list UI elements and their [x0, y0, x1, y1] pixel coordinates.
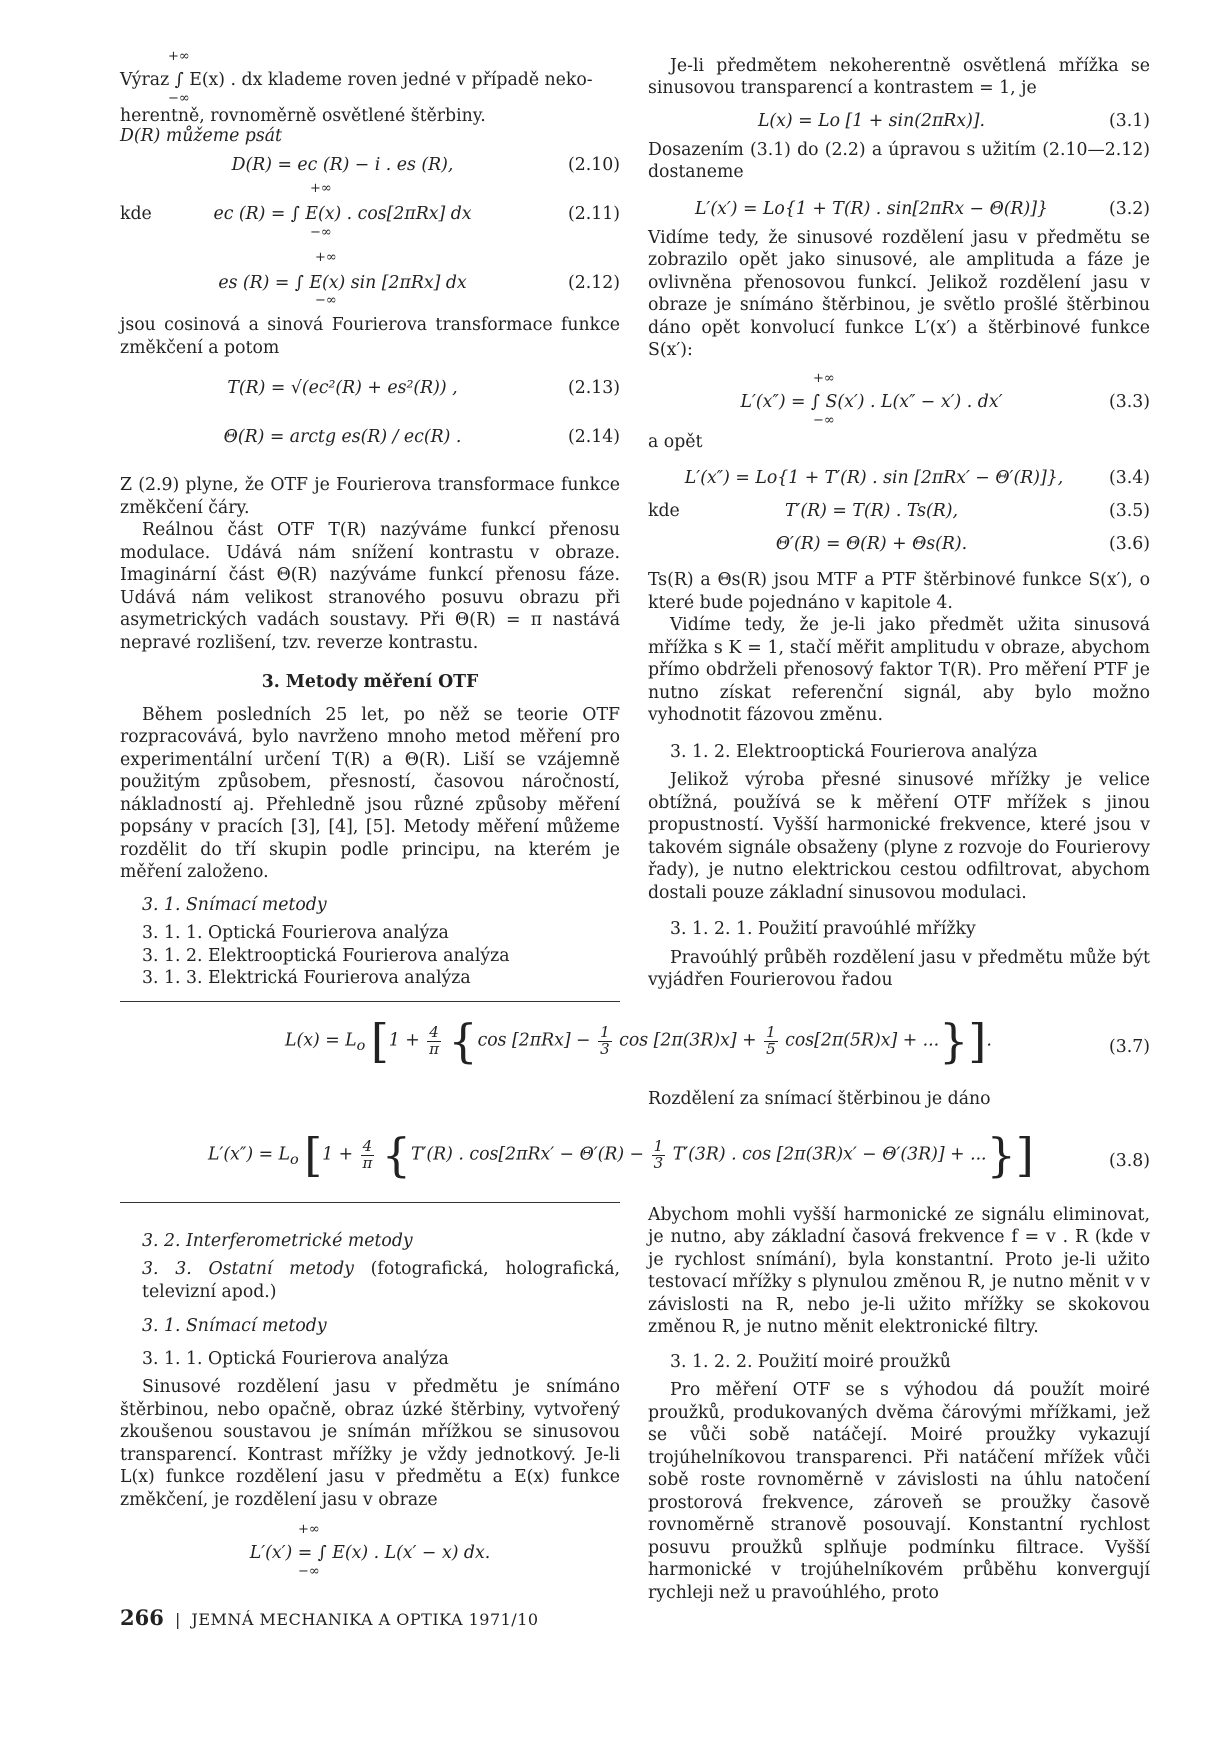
section-heading-3: 3. Metody měření OTF [261, 672, 479, 693]
section-3-1-2-2: 3. 1. 2. 2. Použití moiré proužků [670, 1351, 951, 1372]
equation-number: (3.3) [1109, 391, 1150, 412]
equation-number: (3.6) [1109, 534, 1150, 555]
equation-2-10 [120, 150, 620, 180]
para-pravouhly: Pravoúhlý průběh rozdělení jasu v předmětu může být vyjádřen Fourierovou řadou [648, 947, 1150, 991]
equation-2-13 [120, 367, 620, 409]
para-ts: Ts(R) a Θs(R) jsou MTF a PTF štěrbinové funkce S(x′), o které bude pojednáno v kapitole 4. [648, 570, 1150, 613]
intro-line-1: Výraz ∫ E(x) . dx klademe roven jedné v případě neko- [120, 70, 593, 90]
para-sinus: Je-li předmětem nekoherentně osvětlená mřížka se sinusovou transparencí a kontrastem = 1, je [648, 56, 1150, 99]
intro-block [120, 49, 620, 126]
equation-2-11 [120, 181, 620, 241]
equation-body: T(R) = √(ec²(R) + es²(R)) , [227, 378, 458, 399]
para-elektro: Jelikož výroba přesné sinusové mřížky je velice obtížná, používá se k měření OTF mřížek s jinou propustností. Vyšší harmonické frekvence, které jsou v takovém signále obsaženy (plyne z rozvoje do Fourierovy řady), je nutno elektrickou cestou odfiltrovat, abychom dostali pouze základní sinusovou modulaci. [648, 770, 1150, 903]
equation-body: $L'(x'') = L_o$ [1 + $\frac{4}{\pi}$ {T′(R) . cos[2πRx′ − Θ′(R) − $\frac{1}{3}$ T′(3R) . cos [2π(3R)x′ − Θ′(3R)] + ...}] [208, 1128, 1034, 1182]
section-3-1: 3. 1. Snímací metody [142, 894, 327, 915]
para-methods: Během posledních 25 let, po něž se teorie OTF rozpracovává, bylo navrženo mnoho metod měření pro experimentální určení T(R) a Θ(R). Liší se vzájemně použitým způsobem, přesností, časovou náročností, nákladností aj. Přehledně jsou různé způsoby měření popsány v pracích [3], [4], [5]. Metody měření můžeme rozdělit do tří skupin podle principu, na kterém je měření založeno. [120, 704, 620, 883]
intro-line-3: D(R) můžeme psát [120, 126, 282, 146]
equation-lead: kde [648, 501, 680, 522]
section-3-3-title: 3. 3. Ostatní metody [142, 1259, 354, 1280]
equation-3-1 [648, 106, 1150, 136]
equation-body: D(R) = ec (R) − i . es (R), [231, 155, 454, 176]
equation-number: (2.14) [568, 427, 620, 448]
equation-number: (3.2) [1109, 198, 1150, 219]
equation-2-14 [120, 412, 620, 466]
section-3-1-1: 3. 1. 1. Optická Fourierova analýza [142, 1348, 449, 1369]
list-item: 3. 1. 3. Elektrická Fourierova analýza [142, 968, 471, 989]
left-column-top [120, 49, 620, 990]
equation-number: (2.12) [568, 273, 620, 294]
journal-name: JEMNÁ MECHANIKA A OPTIKA 1971/10 [191, 1610, 539, 1629]
intro-line-2: herentně, rovnoměrně osvětlené štěrbiny. [120, 106, 486, 126]
section-3-1-2-1: 3. 1. 2. 1. Použití pravoúhlé mřížky [670, 919, 976, 940]
section-3-3-rest: (fotografická, holografická, televizní apod.) [142, 1259, 620, 1302]
left-column-bottom [120, 1220, 620, 1581]
lower-limit: −∞ [298, 1564, 320, 1580]
para-vidime: Vidíme tedy, že sinusové rozdělení jasu v předmětu se zobrazilo opět jako sinusové, ale amplituda a fáze je ovlivněna přenosovou funkcí. Jelikož rozdělení jasu v obraze je snímáno štěrbinou, je světlo prošlé štěrbinou dáno opět konvolucí funkce L′(x′) a štěrbinové funkce S(x′): [648, 227, 1150, 361]
right-column-bottom [648, 1204, 1150, 1604]
text-rozdeleni: Rozdělení za snímací štěrbinou je dáno [648, 1089, 991, 1109]
para-transform: jsou cosinová a sinová Fourierova transformace funkce změkčení a potom [120, 315, 620, 358]
section-3-3 [142, 1258, 620, 1303]
equation-body: $L(x) = L_o$ [1 + $\frac{4}{\pi}$ {cos [2πRx] − $\frac{1}{3}$ cos [2π(3R)x] + $\frac{1}{5}$ cos[2π(5R)x] + ...}]. [285, 1014, 992, 1068]
equation-body: L′(x′) = Lo{1 + T(R) . sin[2πRx − Θ(R)]} [694, 198, 1049, 219]
para-dosazenim: Dosazením (3.1) do (2.2) a úpravou s užitím (2.10—2.12) dostaneme [648, 139, 1150, 183]
equation-number: (3.1) [1109, 110, 1150, 131]
equation-3-5 [648, 496, 1150, 526]
footer-separator: | [174, 1610, 181, 1629]
upper-limit: +∞ [813, 370, 835, 386]
equation-3-3 [648, 365, 1150, 427]
equation-number: (3.4) [1109, 468, 1150, 489]
list-item: 3. 1. 1. Optická Fourierova analýza [142, 923, 449, 944]
equation-body: L′(x′) = ∫ E(x) . L(x′ − x) dx. [249, 1543, 491, 1564]
equation-number: (3.8) [1109, 1151, 1150, 1171]
para-abychom: Abychom mohli vyšší harmonické ze signálu eliminovat, je nutno, aby základní časová frekvence f = v . R (kde v je rychlost snímání), byla konstantní. Proto je-li užito testovací mřížky s plynulou změnou R, je nutno měnit v v závislosti na R, nebo je-li užito mřížky se skokovou změnou R, je nutno měnit elektronické filtry. [648, 1205, 1150, 1338]
equation-body: Θ(R) = arctg es(R) / ec(R) . [223, 427, 462, 448]
right-column-top [648, 55, 1150, 992]
upper-limit: +∞ [315, 250, 337, 266]
upper-limit: +∞ [168, 49, 190, 64]
equation-number: (2.10) [568, 155, 620, 176]
equation-body: L′(x″) = Lo{1 + T′(R) . sin [2πRx′ − Θ′(R)]}, [684, 468, 1064, 489]
equation-lead: kde [120, 204, 152, 225]
equation-number: (3.5) [1109, 501, 1150, 522]
para-real-part: Reálnou část OTF T(R) nazýváme funkcí přenosu modulace. Udává nám snížení kontrastu v obraze. Imaginární část Θ(R) nazýváme funkcí přenosu fáze. Udává nám velikost stranového posuvu obrazu při asymetrických vadách soustavy. Při Θ(R) = π nastává nepravé rozlišení, tzv. reverze kontrastu. [120, 520, 620, 653]
lower-limit: −∞ [315, 293, 337, 309]
para-2-9: Z (2.9) plyne, že OTF je Fourierova transformace funkce změkčení čáry. [120, 475, 620, 518]
equation-body: L(x) = Lo [1 + sin(2πRx)]. [757, 110, 986, 131]
equation-3-2 [648, 194, 1150, 224]
equation-number: (3.7) [1109, 1037, 1150, 1057]
lower-limit: −∞ [310, 225, 332, 241]
equation-number: (2.11) [568, 204, 620, 225]
equation-3-6 [648, 529, 1150, 559]
column-rule-top [120, 1001, 620, 1002]
equation-body: Θ′(R) = Θ(R) + Θs(R). [775, 534, 968, 555]
section-3-1-repeat: 3. 1. Snímací metody [142, 1316, 327, 1337]
equation-3-8 [120, 1128, 1150, 1192]
lower-limit: −∞ [813, 412, 835, 428]
equation-number: (2.13) [568, 378, 620, 399]
list-item: 3. 1. 2. Elektrooptická Fourierova analýza [142, 945, 510, 966]
column-rule-bottom [120, 1202, 620, 1203]
equation-2-12 [120, 238, 620, 308]
equation-body: T′(R) = T(R) . Ts(R), [784, 501, 959, 522]
para-optical: Sinusové rozdělení jasu v předmětu je snímáno štěrbinou, nebo opačně, obraz úzké štěrbiny, vytvořený zkoušenou soustavou je snímán mřížkou se sinusovou transparencí. Kontrast mřížky je vždy jednotkový. Je-li L(x) funkce rozdělení jasu v předmětu a E(x) funkce změkčení, je rozdělení jasu v obraze [120, 1377, 620, 1510]
text-a-opet: a opět [648, 431, 703, 452]
para-moire: Pro měření OTF se s výhodou dá použít moiré proužků, produkovaných dvěma čárovými mřížkami, jež se vůči sobě natáčejí. Moiré proužky vykazují trojúhelníkovou transparenci. Při natáčení mřížek vůči sobě roste rovnoměrně v závislosti na úhlu natočení prostorová frekvence, zároveň se proužky časově rovnoměrně stranově posouvají. Konstantní rychlost posuvu proužků splňuje podmínku filtrace. Vyšší harmonické v trojúhelníkovém průběhu konvergují rychleji než u pravoúhlého, proto [648, 1380, 1150, 1603]
equation-body: es (R) = ∫ E(x) sin [2πRx] dx [218, 273, 467, 294]
section-3-1-2: 3. 1. 2. Elektrooptická Fourierova analýza [670, 741, 1038, 762]
equation-body: ec (R) = ∫ E(x) . cos[2πRx] dx [213, 204, 472, 225]
equation-3-4 [648, 463, 1150, 493]
equation-3-7 [120, 1014, 1150, 1078]
upper-limit: +∞ [310, 181, 332, 197]
section-3-2: 3. 2. Interferometrické metody [142, 1231, 413, 1251]
page-number: 266 [120, 1605, 164, 1630]
lower-limit: −∞ [168, 91, 190, 106]
upper-limit: +∞ [298, 1522, 320, 1538]
page-footer [120, 1604, 539, 1631]
equation-final [120, 1514, 620, 1578]
equation-body: L′(x″) = ∫ S(x′) . L(x″ − x′) . dx′ [740, 391, 1003, 412]
para-vidime-2: Vidíme tedy, že je-li jako předmět užita sinusová mřížka s K = 1, stačí měřit amplitudu v obraze, abychom přímo obdrželi přenosový faktor T(R). Pro měření PTF je nutno získat referenční signál, aby bylo možno vyhodnotit fázovou změnu. [648, 615, 1150, 726]
methods-list [142, 922, 620, 989]
